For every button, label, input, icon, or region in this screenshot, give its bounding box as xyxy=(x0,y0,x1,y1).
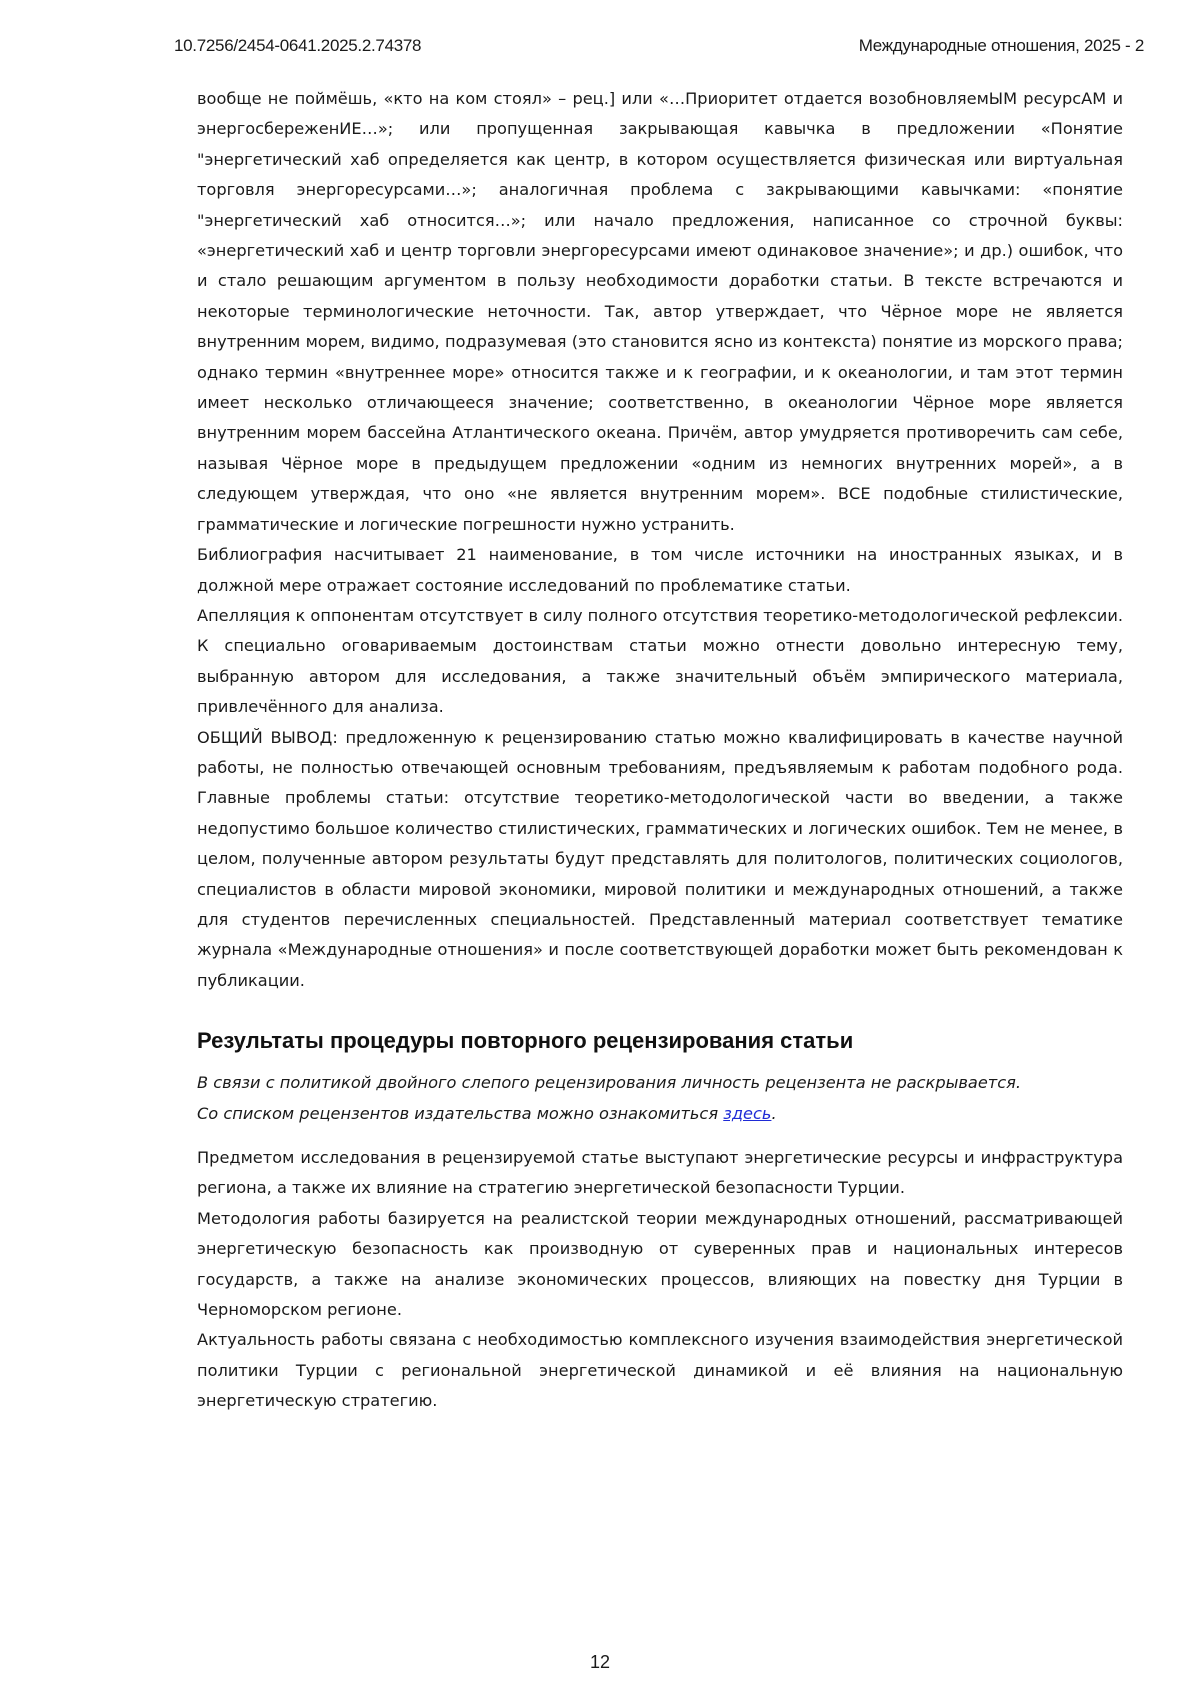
paragraph-methodology: Методология работы базируется на реалистской теории международных отношений, рассматривающей энергетическую безопасность как производную от суверенных прав и национальных интересов государств, а также на анализе экономических процессов, влияющих на повестку дня Турции в Черноморском регионе. xyxy=(197,1204,1123,1326)
document-body xyxy=(197,84,1123,1417)
paragraph-errors-critique: вообще не поймёшь, «кто на ком стоял» – рец.] или «…Приоритет отдается возобновляемЫМ ресурсАМ и энергосбереженИЕ…»; или пропущенная закрывающая кавычка в предложении «Понятие "энергетический хаб определяется как центр, в котором осуществляется физическая или виртуальная торговля энергоресурсами…»; аналогичная проблема с закрывающими кавычками: «понятие "энергетический хаб относится…»; или начало предложения, написанное со строчной буквы: «энергетический хаб и центр торговли энергоресурсами имеют одинаковое значение»; и др.) ошибок, что и стало решающим аргументом в пользу необходимости доработки статьи. В тексте встречаются и некоторые терминологические неточности. Так, автор утверждает, что Чёрное море не является внутренним морем, видимо, подразумевая (это становится ясно из контекста) понятие из морского права; однако термин «внутреннее море» относится также и к географии, и к океанологии, и там этот термин имеет несколько отличающееся значение; соответственно, в океанологии Чёрное море является внутренним морем бассейна Атлантического океана. Причём, автор умудряется противоречить сам себе, называя Чёрное море в предыдущем предложении «одним из немногих внутренних морей», а в следующем утверждая, что оно «не является внутренним морем». ВСЕ подобные стилистические, грамматические и логические погрешности нужно устранить. xyxy=(197,84,1123,540)
blind-review-note: В связи с политикой двойного слепого рецензирования личность рецензента не раскрывается. xyxy=(197,1068,1123,1098)
doi-label: 10.7256/2454-0641.2025.2.74378 xyxy=(174,36,421,56)
paragraph-bibliography: Библиография насчитывает 21 наименование, в том числе источники на иностранных языках, и в должной мере отражает состояние исследований по проблематике статьи. xyxy=(197,540,1123,601)
journal-issue-label: Международные отношения, 2025 - 2 xyxy=(859,36,1144,56)
section-title: Результаты процедуры повторного рецензирования статьи xyxy=(197,1026,1123,1056)
page-header xyxy=(174,36,1144,62)
reviewers-list-note xyxy=(197,1099,1123,1129)
paragraph-subject: Предметом исследования в рецензируемой статье выступают энергетические ресурсы и инфраструктура региона, а также их влияние на стратегию энергетической безопасности Турции. xyxy=(197,1143,1123,1204)
reviewers-list-period: . xyxy=(771,1104,776,1123)
reviewers-list-link[interactable]: здесь xyxy=(723,1104,771,1123)
paragraph-appellation: Апелляция к оппонентам отсутствует в силу полного отсутствия теоретико-методологической рефлексии. К специально оговариваемым достоинствам статьи можно отнести довольно интересную тему, выбранную автором для исследования, а также значительный объём эмпирического материала, привлечённого для анализа. xyxy=(197,601,1123,723)
paragraph-relevance: Актуальность работы связана с необходимостью комплексного изучения взаимодействия энергетической политики Турции с региональной энергетической динамикой и её влияния на национальную энергетическую стратегию. xyxy=(197,1325,1123,1416)
spacer xyxy=(197,1129,1123,1143)
page-number: 12 xyxy=(0,1652,1200,1673)
paragraph-general-conclusion: ОБЩИЙ ВЫВОД: предложенную к рецензированию статью можно квалифицировать в качестве научной работы, не полностью отвечающей основным требованиям, предъявляемым к работам подобного рода. Главные проблемы статьи: отсутствие теоретико-методологической части во введении, а также недопустимо большое количество стилистических, грамматических и логических ошибок. Тем не менее, в целом, полученные автором результаты будут представлять для политологов, политических социологов, специалистов в области мировой экономики, мировой политики и международных отношений, а также для студентов перечисленных специальностей. Представленный материал соответствует тематике журнала «Международные отношения» и после соответствующей доработки может быть рекомендован к публикации. xyxy=(197,723,1123,997)
reviewer-note xyxy=(197,1068,1123,1129)
reviewers-list-text: Со списком рецензентов издательства можно ознакомиться xyxy=(197,1104,723,1123)
